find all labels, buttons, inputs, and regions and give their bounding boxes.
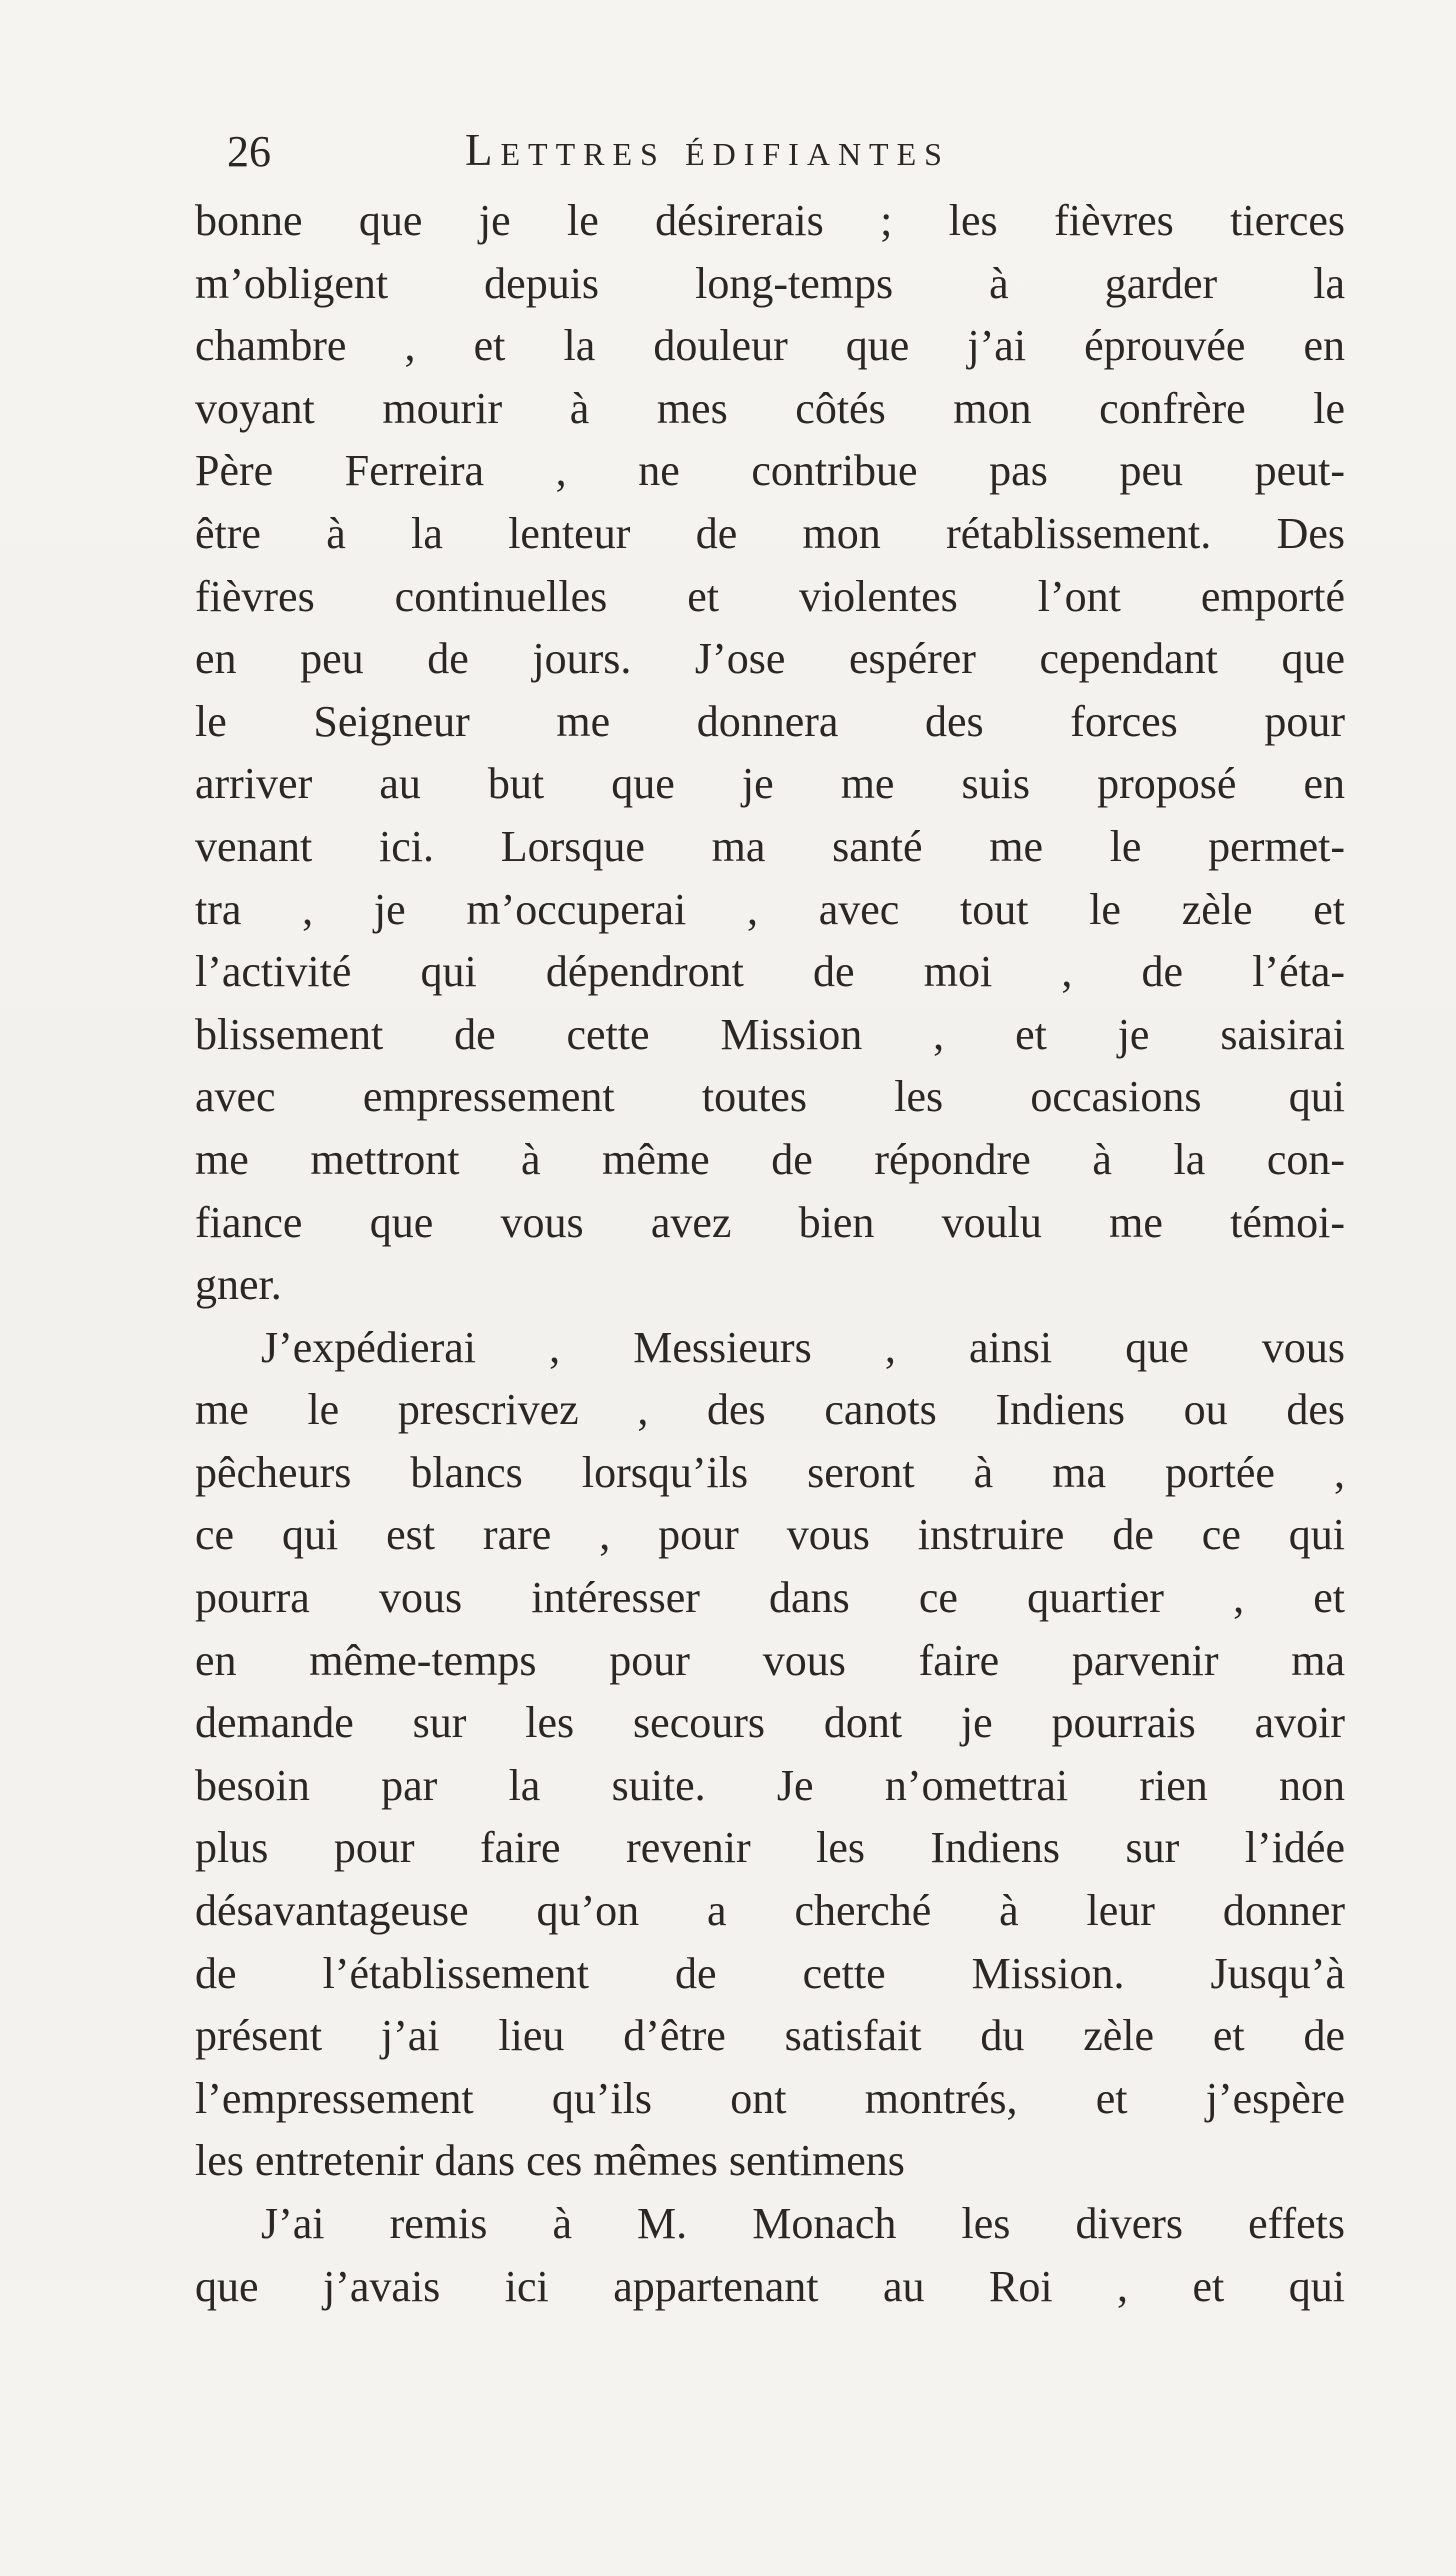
text-line: m’obligent depuis long-temps à garder la <box>195 258 1345 308</box>
text-line: en même-temps pour vous faire parvenir ma <box>195 1635 1345 1685</box>
text-line: de l’établissement de cette Mission. Jusqu’à <box>195 1948 1345 1998</box>
text-line: Père Ferreira , ne contribue pas peu peut- <box>195 446 1345 496</box>
text-line: J’expédierai , Messieurs , ainsi que vous <box>261 1322 1345 1372</box>
text-line: me mettront à même de répondre à la con- <box>195 1134 1345 1184</box>
text-line: arriver au but que je me suis proposé en <box>195 759 1345 809</box>
text-line: l’activité qui dépendront de moi , de l’éta- <box>195 947 1345 997</box>
text-line: présent j’ai lieu d’être satisfait du zèle et de <box>195 2011 1345 2061</box>
page-header <box>195 125 1345 184</box>
text-line: chambre , et la douleur que j’ai éprouvée en <box>195 321 1345 371</box>
text-line: en peu de jours. J’ose espérer cependant que <box>195 634 1345 684</box>
text-line: J’ai remis à M. Monach les divers effets <box>261 2199 1345 2248</box>
text-line: gner. <box>195 1260 282 1310</box>
body-text <box>195 190 1345 2318</box>
text-line: que j’avais ici appartenant au Roi , et qui <box>195 2261 1345 2311</box>
text-line: voyant mourir à mes côtés mon confrère le <box>195 383 1345 433</box>
text-line: avec empressement toutes les occasions qui <box>195 1072 1345 1122</box>
text-line: les entretenir dans ces mêmes sentimens <box>195 2136 905 2186</box>
text-line: tra , je m’occuperai , avec tout le zèle et <box>195 884 1345 934</box>
running-title: Lettres édifiantes <box>465 125 950 175</box>
text-line: désavantageuse qu’on a cherché à leur donner <box>195 1886 1345 1936</box>
text-line: pourra vous intéresser dans ce quartier , et <box>195 1573 1345 1623</box>
text-block <box>195 125 1345 2318</box>
text-line: fièvres continuelles et violentes l’ont emporté <box>195 571 1345 621</box>
text-line: bonne que je le désirerais ; les fièvres tierces <box>195 196 1345 245</box>
text-line: plus pour faire revenir les Indiens sur l’idée <box>195 1823 1345 1873</box>
text-line: être à la lenteur de mon rétablissement. Des <box>195 508 1345 558</box>
text-line: blissement de cette Mission , et je saisirai <box>195 1009 1345 1059</box>
text-line: fiance que vous avez bien voulu me témoi- <box>195 1197 1345 1247</box>
text-line: venant ici. Lorsque ma santé me le permet- <box>195 821 1345 871</box>
page-number: 26 <box>227 127 271 176</box>
text-line: me le prescrivez , des canots Indiens ou des <box>195 1385 1345 1435</box>
text-line: le Seigneur me donnera des forces pour <box>195 696 1345 746</box>
text-line: ce qui est rare , pour vous instruire de ce qui <box>195 1510 1345 1560</box>
text-line: demande sur les secours dont je pourrais avoir <box>195 1698 1345 1748</box>
text-line: l’empressement qu’ils ont montrés, et j’espère <box>195 2073 1345 2123</box>
text-line: besoin par la suite. Je n’omettrai rien non <box>195 1760 1345 1810</box>
text-line: pêcheurs blancs lorsqu’ils seront à ma portée , <box>195 1447 1345 1497</box>
